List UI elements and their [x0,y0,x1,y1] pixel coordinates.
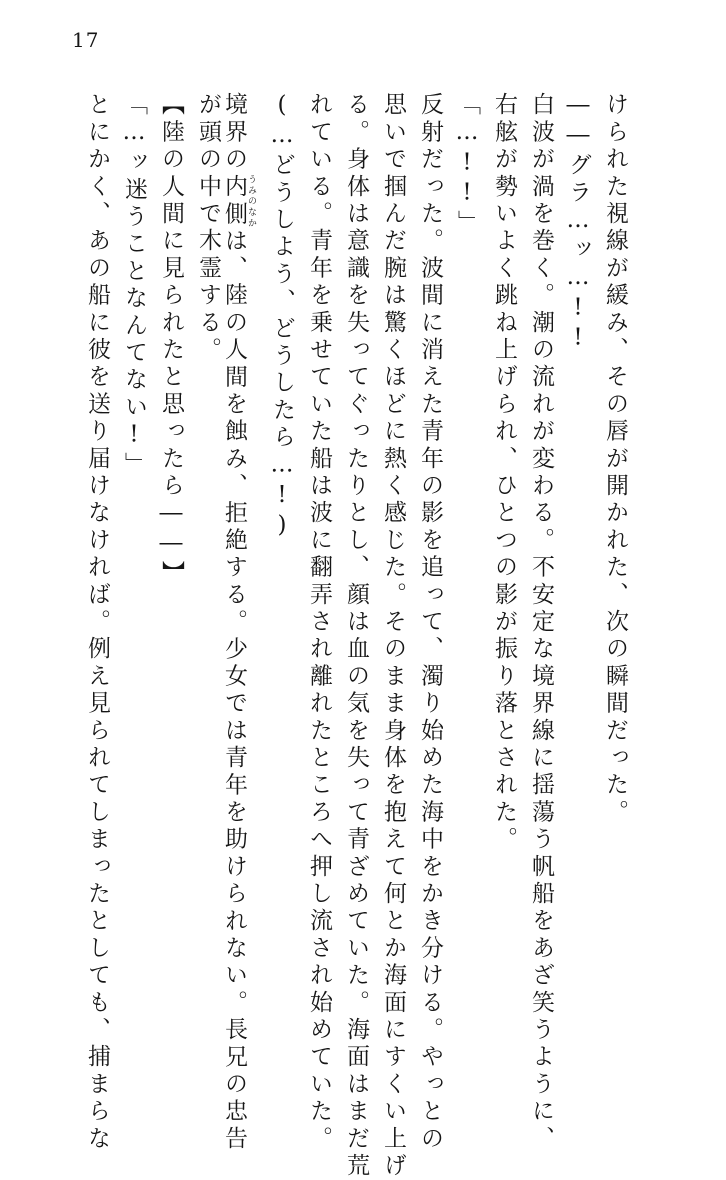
text-line: 反射だった。波間に消えた青年の影を追って、濁り始めた海中をかき分ける。やっとの [417,92,443,1153]
text-line: 右舷が勢いよく跳ね上げられ、ひとつの影が振り落とされた。 [491,92,517,854]
text-line: 【陸の人間に見られたと思ったら――】 [158,92,184,588]
text-line: れている。青年を乗せていた船は波に翻弄され離れたところへ押し流され始めていた。 [306,92,332,1153]
text-line-with-ruby: 境界の内側 うみのなかは、陸の人間を蝕み、拒絶する。少女では青年を助けられない。長兄の忠告 [221,92,256,1153]
text-line: (…どうしよう、どうしたら…!) [269,92,295,543]
text-line: ――グラ…ッ…!! [565,92,591,355]
text-line: とにかく、あの船に彼を送り届けなければ。例え見られてしまったとしても、捕まらな [84,92,110,1153]
text-line: る。身体は意識を失ってぐったりとし、顔は血の気を失って青ざめていた。海面はまだ荒 [343,92,369,1180]
text-line: 「…!!」 [454,92,480,237]
text-line: が頭の中で木霊する。 [195,92,221,364]
page-number: 17 [72,28,100,52]
text-line: 白波が渦を巻く。潮の流れが変わる。不安定な境界線に揺蕩う帆船をあざ笑うように、 [528,92,554,1153]
text-line: 思いで掴んだ腕は驚くほどに熱く感じた。そのまま身体を抱えて何とか海面にすくい上げ [380,92,406,1180]
ruby-annotation: 内側 うみのなか [221,173,256,229]
vertical-text-body [71,92,628,1180]
text-line: けられた視線が緩み、その唇が開かれた、次の瞬間だった。 [602,92,628,827]
text-line: 「…ッ迷うことなんてない!」 [121,92,147,479]
